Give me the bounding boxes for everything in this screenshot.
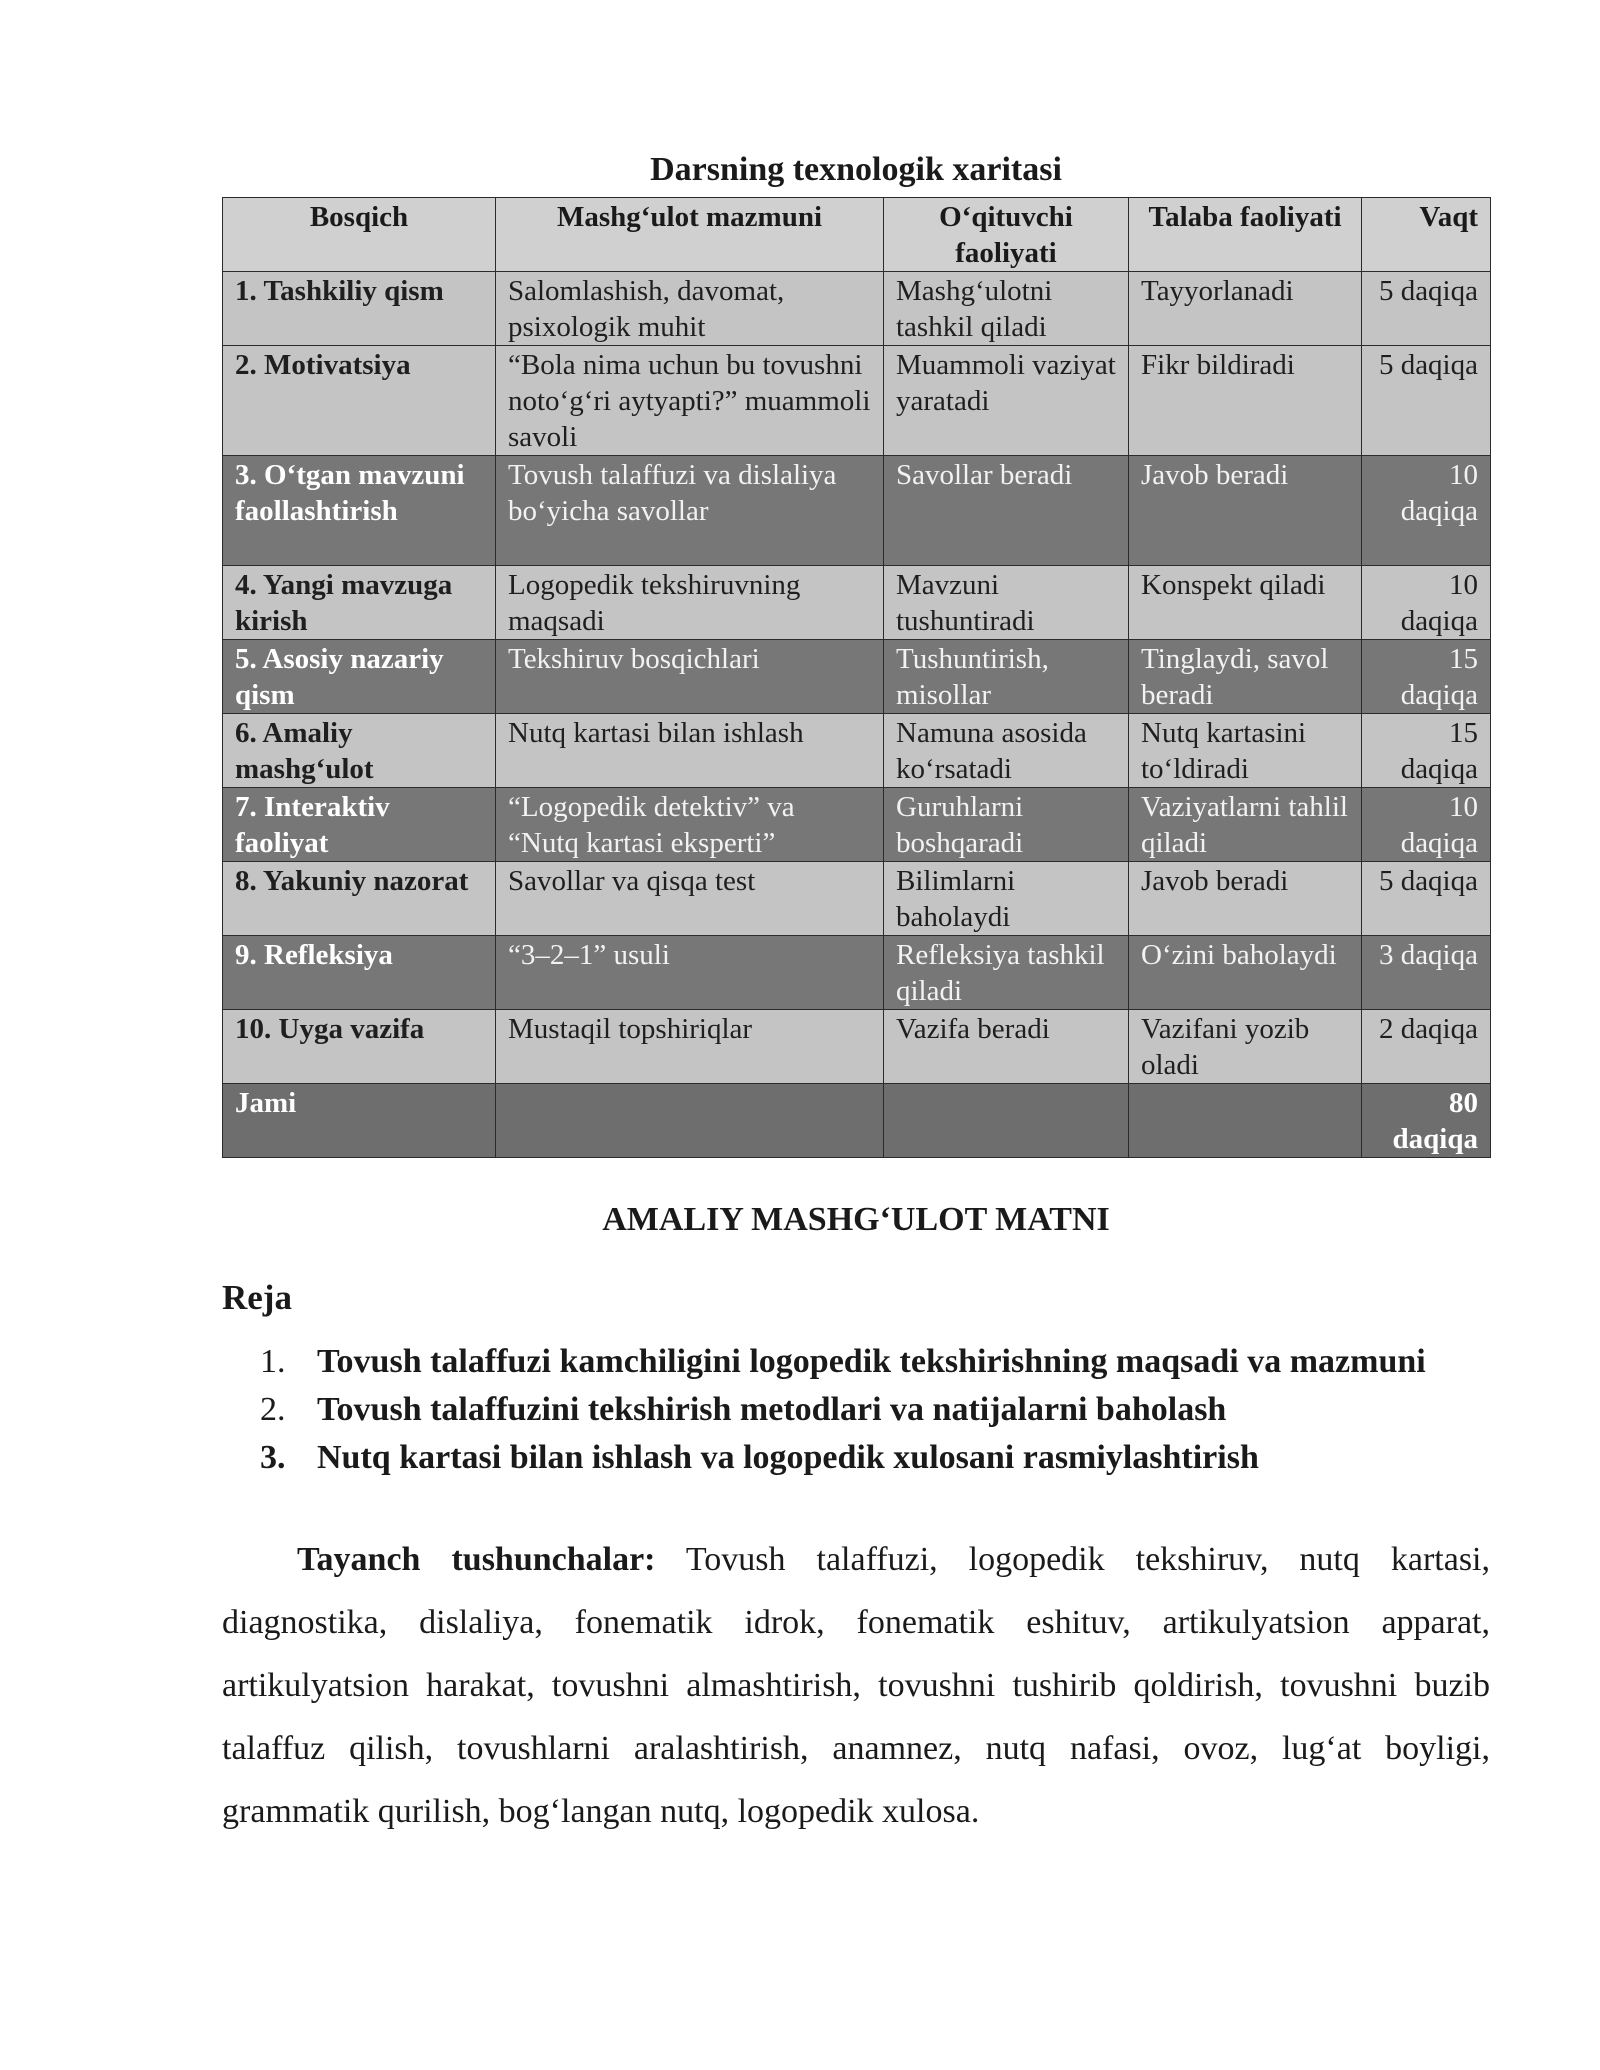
- row-stage: 9. Refleksiya: [223, 936, 496, 1010]
- row-content: Tovush talaffuzi va dislaliya bo‘yicha savollar: [496, 456, 884, 566]
- row-teacher: Mavzuni tushuntiradi: [884, 566, 1129, 640]
- row-time: 10 daqiqa: [1362, 566, 1491, 640]
- row-student: Konspekt qiladi: [1129, 566, 1362, 640]
- total-time: 80 daqiqa: [1362, 1084, 1491, 1158]
- plan-item-number: 2.: [260, 1391, 286, 1428]
- plan-item-text: Nutq kartasi bilan ishlash va logopedik xulosani rasmiylashtirish: [317, 1439, 1259, 1476]
- row-stage: 10. Uyga vazifa: [223, 1010, 496, 1084]
- row-student: O‘zini baholaydi: [1129, 936, 1362, 1010]
- row-student: Tayyorlanadi: [1129, 272, 1362, 346]
- table-row: [223, 1010, 1491, 1084]
- plan-item: [222, 1338, 1490, 1386]
- row-time: 5 daqiqa: [1362, 346, 1491, 456]
- row-time: 10 daqiqa: [1362, 456, 1491, 566]
- row-stage: 1. Tashkiliy qism: [223, 272, 496, 346]
- row-content: Salomlashish, davomat, psixologik muhit: [496, 272, 884, 346]
- row-teacher: Tushuntirish, misollar: [884, 640, 1129, 714]
- row-teacher: Guruhlarni boshqaradi: [884, 788, 1129, 862]
- row-time: 10 daqiqa: [1362, 788, 1491, 862]
- row-stage: 6. Amaliy mashg‘ulot: [223, 714, 496, 788]
- row-teacher: Namuna asosida ko‘rsatadi: [884, 714, 1129, 788]
- plan-item: [222, 1434, 1490, 1482]
- row-content: “3–2–1” usuli: [496, 936, 884, 1010]
- table-row: [223, 714, 1491, 788]
- section-title: AMALIY MASHG‘ULOT MATNI: [602, 1201, 1110, 1238]
- plan-title: Reja: [222, 1278, 292, 1317]
- row-time: 5 daqiqa: [1362, 272, 1491, 346]
- row-student: Javob beradi: [1129, 456, 1362, 566]
- row-content: Savollar va qisqa test: [496, 862, 884, 936]
- row-stage: 7. Interaktiv faoliyat: [223, 788, 496, 862]
- row-stage: 5. Asosiy nazariy qism: [223, 640, 496, 714]
- table-row: [223, 640, 1491, 714]
- row-content: Mustaqil topshiriqlar: [496, 1010, 884, 1084]
- table-row: [223, 272, 1491, 346]
- row-teacher: Mashg‘ulotni tashkil qiladi: [884, 272, 1129, 346]
- header-teacher: O‘qituvchi faoliyati: [884, 198, 1129, 272]
- table-total-row: [223, 1084, 1491, 1158]
- table-row: [223, 456, 1491, 566]
- key-concepts-paragraph: [222, 1528, 1490, 1843]
- plan-item: [222, 1386, 1490, 1434]
- key-concepts-text: Tovush talaffuzi, logopedik tekshiruv, nutq kartasi, diagnostika, dislaliya, fonematik idrok, fonematik eshituv, artikulyatsion apparat, artikulyatsion harakat, tovushni almashtirish, tovushni tushirib qoldirish, tovushni buzib talaffuz qilish, tovushlarni aralashtirish, anamnez, nutq nafasi, ovoz, lug‘at boyligi, grammatik qurilish, bog‘langan nutq, logopedik xulosa.: [222, 1541, 1491, 1830]
- row-teacher: Vazifa beradi: [884, 1010, 1129, 1084]
- total-empty-cell: [496, 1084, 884, 1158]
- row-stage: 8. Yakuniy nazorat: [223, 862, 496, 936]
- header-student: Talaba faoliyati: [1129, 198, 1362, 272]
- table-row: [223, 862, 1491, 936]
- row-stage: 2. Motivatsiya: [223, 346, 496, 456]
- table-row: [223, 936, 1491, 1010]
- plan-item-number: 3.: [260, 1439, 286, 1476]
- row-stage: 3. O‘tgan mavzuni faollashtirish: [223, 456, 496, 566]
- row-teacher: Refleksiya tashkil qiladi: [884, 936, 1129, 1010]
- plan-item-text: Tovush talaffuzi kamchiligini logopedik tekshirishning maqsadi va mazmuni: [317, 1343, 1426, 1380]
- row-content: “Logopedik detektiv” va “Nutq kartasi eksperti”: [496, 788, 884, 862]
- table-header-row: [223, 198, 1491, 272]
- header-content: Mashg‘ulot mazmuni: [496, 198, 884, 272]
- row-student: Javob beradi: [1129, 862, 1362, 936]
- plan-list: [222, 1338, 1490, 1482]
- total-empty-cell: [884, 1084, 1129, 1158]
- row-teacher: Muammoli vaziyat yaratadi: [884, 346, 1129, 456]
- table-row: [223, 566, 1491, 640]
- plan-item-number: 1.: [260, 1343, 286, 1380]
- lesson-map-table: [222, 197, 1491, 1158]
- header-time: Vaqt: [1362, 198, 1491, 272]
- page-title: Darsning texnologik xaritasi: [650, 151, 1062, 188]
- row-teacher: Savollar beradi: [884, 456, 1129, 566]
- row-time: 2 daqiqa: [1362, 1010, 1491, 1084]
- row-content: Logopedik tekshiruvning maqsadi: [496, 566, 884, 640]
- table-row: [223, 346, 1491, 456]
- row-student: Tinglaydi, savol beradi: [1129, 640, 1362, 714]
- row-stage: 4. Yangi mavzuga kirish: [223, 566, 496, 640]
- row-teacher: Bilimlarni baholaydi: [884, 862, 1129, 936]
- row-student: Nutq kartasini to‘ldiradi: [1129, 714, 1362, 788]
- row-time: 5 daqiqa: [1362, 862, 1491, 936]
- total-label: Jami: [223, 1084, 496, 1158]
- plan-item-text: Tovush talaffuzini tekshirish metodlari va natijalarni baholash: [317, 1391, 1227, 1428]
- row-time: 15 daqiqa: [1362, 714, 1491, 788]
- row-time: 3 daqiqa: [1362, 936, 1491, 1010]
- row-student: Vazifani yozib oladi: [1129, 1010, 1362, 1084]
- key-concepts-label: Tayanch tushunchalar:: [297, 1541, 656, 1578]
- row-content: “Bola nima uchun bu tovushni noto‘g‘ri aytyapti?” muammoli savoli: [496, 346, 884, 456]
- header-stage: Bosqich: [223, 198, 496, 272]
- row-student: Vaziyatlarni tahlil qiladi: [1129, 788, 1362, 862]
- row-time: 15 daqiqa: [1362, 640, 1491, 714]
- table-row: [223, 788, 1491, 862]
- row-content: Nutq kartasi bilan ishlash: [496, 714, 884, 788]
- row-student: Fikr bildiradi: [1129, 346, 1362, 456]
- row-content: Tekshiruv bosqichlari: [496, 640, 884, 714]
- total-empty-cell: [1129, 1084, 1362, 1158]
